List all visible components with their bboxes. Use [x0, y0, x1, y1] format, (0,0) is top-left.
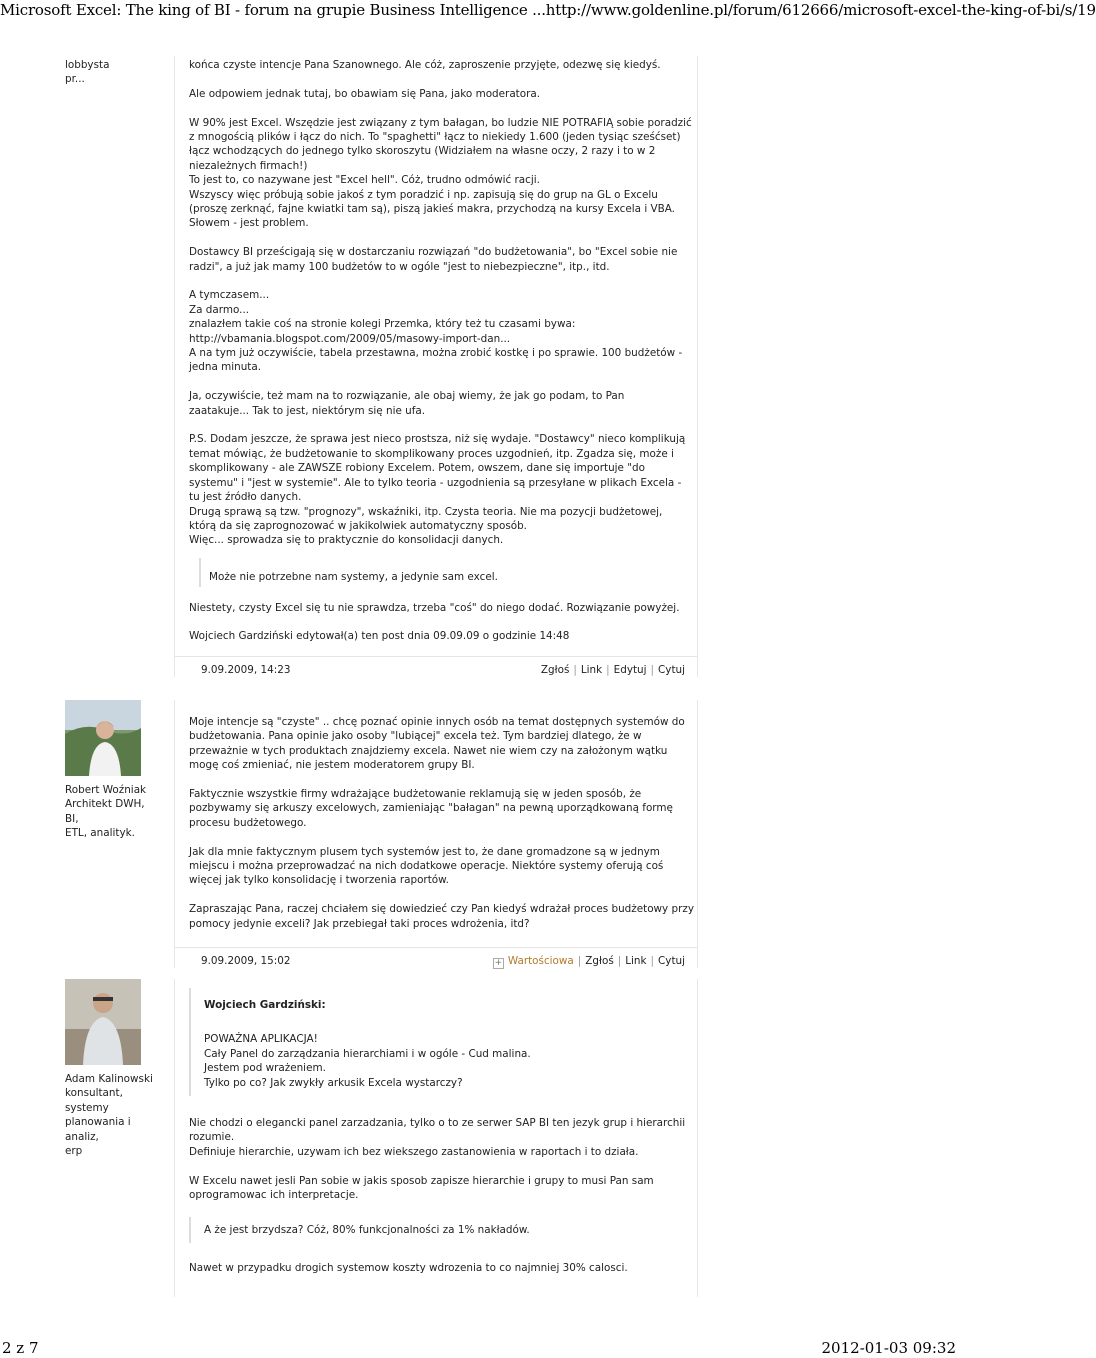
post-paragraph: Niestety, czysty Excel się tu nie sprawdza, trzeba "coś" do niego dodać. Rozwiązanie powyżej. — [189, 601, 680, 614]
report-link[interactable]: Zgłoś — [585, 955, 614, 968]
post-paragraph: W 90% jest Excel. Wszędzie jest związany z tym bałagan, bo ludzie NIE POTRAFIĄ sobie poradzić z mnogością plików i łącz do nich. To "spaghetti" łącz to niekiedy 1.600 (jeden tysiąc sześćset) łącz wchodzących do jednego tylko skoroszytu (Widziałem na własne oczy, 2 razy i to w 2 niezależnych firmach!) To jest to, co nazywane jest "Excel hell". Cóż, trudno odmówić racji. Wszyscy więc próbują sobie jakoś z tym poradzić i np. zapisują się do grup na GL o Excelu (proszę zerknąć, fajne kwiatki tam są), piszą jakieś makra, przychodzą na kursy Excela i VBA. Słowem - jest problem. — [189, 116, 692, 230]
post-body — [174, 979, 698, 1297]
report-link[interactable]: Zgłoś — [540, 663, 570, 676]
post-paragraph: Jak dla mnie faktycznym plusem tych systemów jest to, że dane gromadzone są w jednym miejscu i można przeprowadzać na nich dodatkowe operacje. Niektóre systemy oferują coś więcej jak tylko konsolidację i tworzenia raportów. — [189, 845, 664, 887]
post-paragraph: Ja, oczywiście, też mam na to rozwiązanie, ale obaj wiemy, że jak go podam, to Pan zaatakuje... Tak to jest, niektórym się nie ufa. — [189, 390, 625, 417]
post-paragraph: Nawet w przypadku drogich systemow koszty wdrozenia to co najmniej 30% calosci. — [189, 1262, 628, 1275]
post-body — [174, 700, 698, 968]
quote-author: Wojciech Gardziński: — [204, 999, 326, 1011]
post-date: 9.09.2009, 14:23 — [201, 663, 291, 676]
post-paragraph: Dostawcy BI prześcigają się w dostarczaniu rozwiązań "do budżetowania", bo "Excel sobie nie radzi", a już jak mamy 100 budżetów to w ogóle "jest to niebezpieczne", itp., itd. — [189, 246, 678, 273]
author-role: Architekt DWH, BI, ETL, analityk. — [65, 798, 145, 840]
separator: | — [606, 663, 610, 676]
print-header-title: Microsoft Excel: The king of BI - forum na grupie Business Intelligence ...http://www.goldenline.pl/forum/612666/microsoft-excel-the-king-of-bi/s/19 — [0, 1, 1096, 19]
post-author — [65, 700, 165, 841]
post-paragraph: P.S. Dodam jeszcze, że sprawa jest nieco prostsza, niż się wydaje. "Dostawcy" nieco komplikują temat mówiąc, że budżetowanie to skomplikowany proces uzgodnień, itp. Zgadza się, może i skomplikowany - ale ZAWSZE robiony Excelem. Potem, owszem, dane się importuje "do systemu" i "jest w systemie". Ale to tylko teoria - uzgodnienia są przesyłane w plikach Excela - tu jest źródło danych. Drugą sprawą są tzw. "prognozy", wskaźniki, itp. Czysta teoria. Nie ma pozycji budżetowej, którą da się zaprognozować w jakikolwiek automatyczny sposób. Więc... sprowadza się to praktycznie do konsolidacji danych. — [189, 433, 686, 547]
avatar[interactable] — [65, 700, 141, 776]
post-paragraph: Moje intencje są "czyste" .. chcę poznać opinie innych osób na temat dostępnych systemów do budżetowania. Pana opinie jako osoby "lubiącej" excela też. Tym bardziej dlatego, że w przeważnie w tych produktach znajdziemy excela. Nawet nie wiem czy na założonym wątku mogę coś zmieniać, nie jestem moderatorem grupy BI. — [189, 716, 685, 772]
separator: | — [577, 955, 582, 968]
print-footer-datetime: 2012-01-03 09:32 — [821, 1339, 956, 1357]
author-name[interactable]: Adam Kalinowski — [65, 1073, 153, 1085]
edit-note: Wojciech Gardziński edytował(a) ten post dnia 09.09.09 o godzinie 14:48 — [189, 630, 570, 643]
separator: | — [573, 663, 577, 676]
post-paragraph: A tymczasem... Za darmo... znalazłem takie coś na stronie kolegi Przemka, który też tu czasami bywa: http://vbamania.blogspot.com/2009/05/masowy-import-dan... A na tym już oczywiście, tabela przestawna, można zrobić kostkę i po sprawie. 100 budżetów - jedna minuta. — [189, 289, 683, 374]
author-role: konsultant, systemy planowania i analiz, erp — [65, 1087, 131, 1158]
separator: | — [617, 955, 622, 968]
print-footer-page: 2 z 7 — [2, 1339, 39, 1357]
quote-link[interactable]: Cytuj — [658, 955, 685, 968]
quote-block: Może nie potrzebne nam systemy, a jedynie sam excel. — [199, 558, 697, 586]
avatar[interactable] — [65, 979, 141, 1065]
quote-block: A że jest brzydsza? Cóż, 80% funkcjonalności za 1% nakładów. — [189, 1217, 697, 1243]
post-author — [65, 58, 165, 87]
post-body — [174, 56, 698, 677]
post-meta-row — [175, 656, 697, 677]
post-paragraph: końca czyste intencje Pana Szanownego. Ale cóż, zaproszenie przyjęte, odezwę się kiedyś. — [189, 59, 661, 71]
author-name[interactable]: Robert Woźniak — [65, 784, 147, 796]
post-author — [65, 979, 165, 1158]
post-paragraph: Faktycznie wszystkie firmy wdrażające budżetowanie reklamują się w jeden sposób, że pozbywamy się arkuszy excelowych, zamieniając "bałagan" na pewną uporządkowaną formę procesu budżetowego. — [189, 788, 673, 829]
separator: | — [650, 663, 655, 676]
author-role: pr... — [65, 73, 85, 86]
author-role: lobbysta — [65, 59, 110, 71]
permalink-link[interactable]: Link — [580, 663, 603, 676]
quote-text: POWAŻNA APLIKACJA! Cały Panel do zarządzania hierarchiami i w ogóle - Cud malina. Jestem pod wrażeniem. Tylko po co? Jak zwykły arkusik Excela wystarczy? — [204, 1033, 531, 1089]
separator: | — [650, 955, 655, 968]
post-date: 9.09.2009, 15:02 — [201, 955, 291, 968]
quote-block — [189, 988, 697, 1096]
post-actions — [541, 660, 685, 680]
post-paragraph: Zapraszając Pana, raczej chciałem się dowiedzieć czy Pan kiedyś wdrażał proces budżetowy przy pomocy jedynie exceli? Jak przebiegał taki proces wdrożenia, itd? — [189, 903, 694, 930]
post-paragraph: Ale odpowiem jednak tutaj, bo obawiam się Pana, jako moderatora. — [189, 87, 541, 100]
post-paragraph: W Excelu nawet jesli Pan sobie w jakis sposob zapisze hierarchie i grupy to musi Pan sam oprogramowac ich interpretacje. — [189, 1174, 654, 1202]
edit-link[interactable]: Edytuj — [613, 663, 647, 676]
post-meta-row — [175, 947, 697, 968]
valuable-link[interactable]: Wartościowa — [507, 955, 574, 968]
plus-icon[interactable]: + — [494, 958, 503, 969]
permalink-link[interactable]: Link — [625, 955, 647, 968]
quote-link[interactable]: Cytuj — [658, 663, 685, 676]
post-actions — [493, 951, 685, 971]
post-paragraph: Nie chodzi o elegancki panel zarzadzania, tylko o to ze serwer SAP BI ten jezyk grup i hierarchii rozumie. Definiuje hierarchie, uzywam ich bez wiekszego zastanowienia w raportach i to działa. — [189, 1117, 686, 1158]
